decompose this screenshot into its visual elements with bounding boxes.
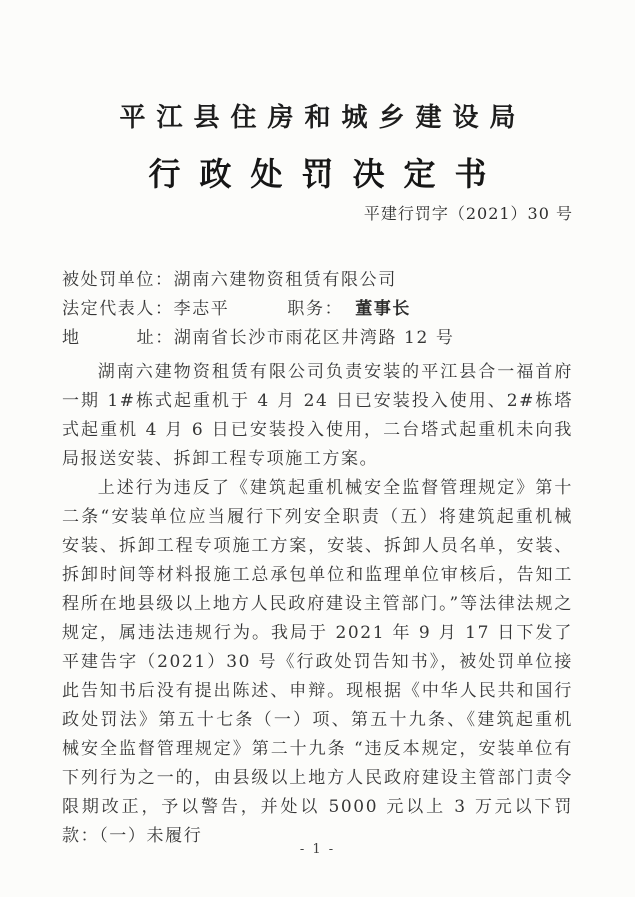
penalized-unit-value: 湖南六建物资租赁有限公司 bbox=[173, 270, 397, 290]
job-title-value: 董事长 bbox=[355, 299, 412, 319]
address-label: 地 址： bbox=[62, 328, 174, 348]
doc-number: 平建行罚字（2021）30 号 bbox=[363, 204, 573, 223]
legal-representative-label: 法定代表人： bbox=[62, 299, 174, 319]
info-block bbox=[62, 266, 573, 353]
job-title-label: 职务： bbox=[287, 299, 344, 319]
paragraph-facts: 湖南六建物资租赁有限公司负责安装的平江县合一福首府一期 1#栋式起重机于 4 月 24 日已安装投入使用、2#栋塔式起重机 4 月 6 日已安装投入使用，二台塔式起重机未向我局报送安装、拆卸工程专项施工方案。 bbox=[62, 362, 573, 469]
paragraph-legal-basis: 上述行为违反了《建筑起重机械安全监督管理规定》第十二条“安装单位应当履行下列安全职责（五）将建筑起重机械安装、拆卸工程专项施工方案，安装、拆卸人员名单，安装、拆卸时间等材料报施工总承包单位和监理单位审核后，告知工程所在地县级以上地方人民政府建设主管部门。”等法律法规之规定，属违法违规行为。我局于 2021 年 9 月 17 日下发了平建告字（2021）30 号《行政处罚告知书》，被处罚单位接此告知书后没有提出陈述、申辩。现根据《中华人民共和国行政处罚法》第五十七条（一）项、第五十九条、《建筑起重机械安全监督管理规定》第二十九条 “违反本规定，安装单位有下列行为之一的，由县级以上地方人民政府建设主管部门责令限期改正，予以警告，并处以 5000 元以上 3 万元以下罚款：（一）未履行 bbox=[62, 478, 573, 846]
address-value: 湖南省长沙市雨花区井湾路 12 号 bbox=[173, 328, 455, 348]
page-number: - 1 - bbox=[299, 842, 336, 857]
penalized-unit-label: 被处罚单位： bbox=[62, 270, 174, 290]
field-penalized-unit bbox=[62, 266, 573, 295]
org-title: 平江县住房和城乡建设局 bbox=[119, 103, 527, 133]
field-address bbox=[62, 324, 573, 353]
field-legal-representative bbox=[62, 295, 573, 324]
legal-representative-value: 李志平 bbox=[173, 299, 230, 319]
doc-title: 行政处罚决定书 bbox=[148, 155, 506, 193]
